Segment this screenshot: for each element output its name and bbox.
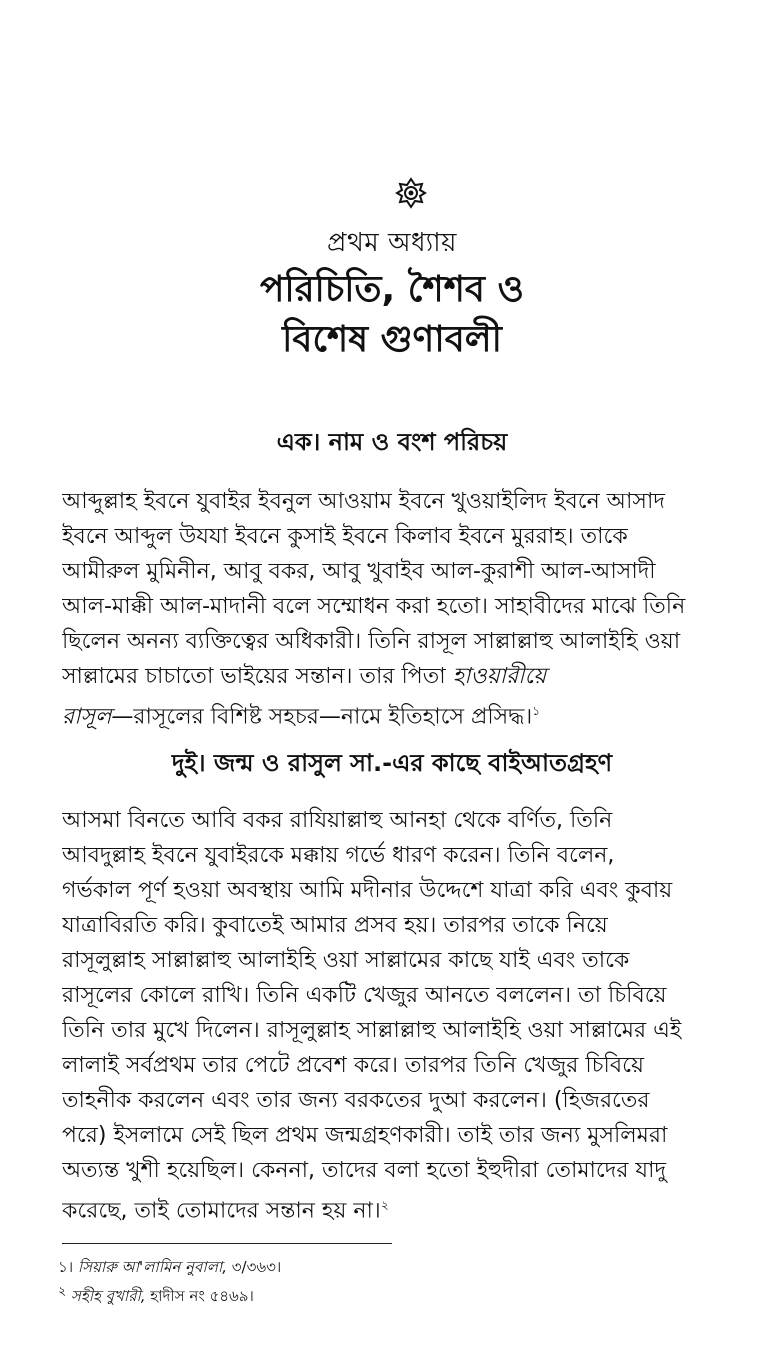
- footnote-2: [58, 1280, 254, 1307]
- paragraph-line: [62, 694, 770, 734]
- paragraph-line-text: —রাসূলের বিশিষ্ট সহচর—নামে ইতিহাসে প্রসিদ্ধ।: [111, 704, 533, 730]
- paragraph-line-text: সাল্লামের চাচাতো ভাইয়ের সন্তান। তার পিতা: [62, 664, 446, 689]
- flower-ornament-icon: [394, 176, 428, 210]
- footnote-divider: [62, 1243, 392, 1244]
- paragraph-line-text: করেছে, তাই তোমাদের সন্তান হয় না।: [62, 1198, 381, 1224]
- paragraph-line: অত্যন্ত খুশী হয়েছিল। কেননা, তাদের বলা হতো ইহুদীরা তোমাদের যাদু: [62, 1158, 667, 1183]
- chapter-title-line-2: বিশেষ গুণাবলী: [282, 319, 502, 360]
- paragraph-line: [62, 659, 770, 694]
- paragraph-line: লালাই সর্বপ্রথম তার পেটে প্রবেশ করে। তারপর তিনি খেজুর চিবিয়ে: [62, 1053, 644, 1078]
- chapter-label: প্রথম অধ্যায়: [327, 228, 457, 258]
- footnote-1: [58, 1256, 281, 1278]
- footnote-marker: ২: [380, 1198, 389, 1212]
- footnote-number: ১।: [58, 1258, 74, 1276]
- footnote-reference: হাদীস নং ৫৪৬৯।: [150, 1287, 254, 1305]
- paragraph-line: গর্ভকাল পূর্ণ হওয়া অবস্থায় আমি মদীনার উদ্দেশে যাত্রা করি এবং কুবায়: [62, 878, 673, 903]
- paragraph-birth: [62, 803, 770, 1228]
- section-heading-1: এক। নাম ও বংশ পরিচয়: [276, 428, 508, 456]
- paragraph-line: রাসূলুল্লাহ সাল্লাল্লাহু আলাইহি ওয়া সাল্লামের কাছে যাই এবং তাকে: [62, 948, 630, 973]
- paragraph-line: আমীরুল মুমিনীন, আবু বকর, আবু খুবাইব আল-কুরাশী আল-আসাদী: [62, 559, 656, 584]
- footnote-marker: ১: [532, 704, 541, 718]
- paragraph-line: ছিলেন অনন্য ব্যক্তিত্বের অধিকারী। তিনি রাসূল সাল্লাল্লাহু আলাইহি ওয়া: [62, 629, 681, 654]
- italic-term: রাসূল: [62, 704, 112, 730]
- italic-term: হাওয়ারীয়ে: [452, 664, 547, 689]
- footnote-source: সহীহ বুখারী,: [70, 1287, 146, 1305]
- paragraph-line: আসমা বিনতে আবি বকর রাযিয়াল্লাহু আনহা থেকে বর্ণিত, তিনি: [62, 808, 613, 833]
- paragraph-line: তাহনীক করলেন এবং তার জন্য বরকতের দুআ করলেন। (হিজরতের: [62, 1088, 650, 1113]
- section-heading-2: দুই। জন্ম ও রাসুল সা.-এর কাছে বাইআতগ্রহণ: [171, 749, 613, 777]
- paragraph-line: আব্দুল্লাহ ইবনে যুবাইর ইবনুল আওয়াম ইবনে খুওয়াইলিদ ইবনে আসাদ: [62, 489, 665, 514]
- paragraph-line: আবদুল্লাহ ইবনে যুবাইরকে মক্কায় গর্ভে ধারণ করেন। তিনি বলেন,: [62, 843, 615, 868]
- paragraph-name-lineage: [62, 484, 770, 734]
- paragraph-line: ইবনে আব্দুল উযযা ইবনে কুসাই ইবনে কিলাব ইবনে মুররাহ। তাকে: [62, 524, 628, 549]
- paragraph-line: আল-মাক্কী আল-মাদানী বলে সম্মোধন করা হতো। সাহাবীদের মাঝে তিনি: [62, 594, 686, 619]
- paragraph-line: রাসূলের কোলে রাখি। তিনি একটি খেজুর আনতে বললেন। তা চিবিয়ে: [62, 983, 667, 1008]
- footnote-number: ২: [58, 1283, 67, 1298]
- paragraph-line: যাত্রাবিরতি করি। কুবাতেই আমার প্রসব হয়। তারপর তাকে নিয়ে: [62, 913, 608, 938]
- paragraph-line: [62, 1188, 770, 1228]
- footnote-reference: ৩/৩৬৩।: [231, 1258, 282, 1276]
- paragraph-line: পরে) ইসলামে সেই ছিল প্রথম জন্মগ্রহণকারী। তাই তার জন্য মুসলিমরা: [62, 1123, 668, 1148]
- paragraph-line: তিনি তার মুখে দিলেন। রাসূলুল্লাহ সাল্লাল্লাহু আলাইহি ওয়া সাল্লামের এই: [62, 1018, 682, 1043]
- chapter-title-line-1: পরিচিতি, শৈশব ও: [259, 269, 524, 310]
- footnote-source: সিয়ারু আ'লামিন নুবালা,: [77, 1258, 227, 1276]
